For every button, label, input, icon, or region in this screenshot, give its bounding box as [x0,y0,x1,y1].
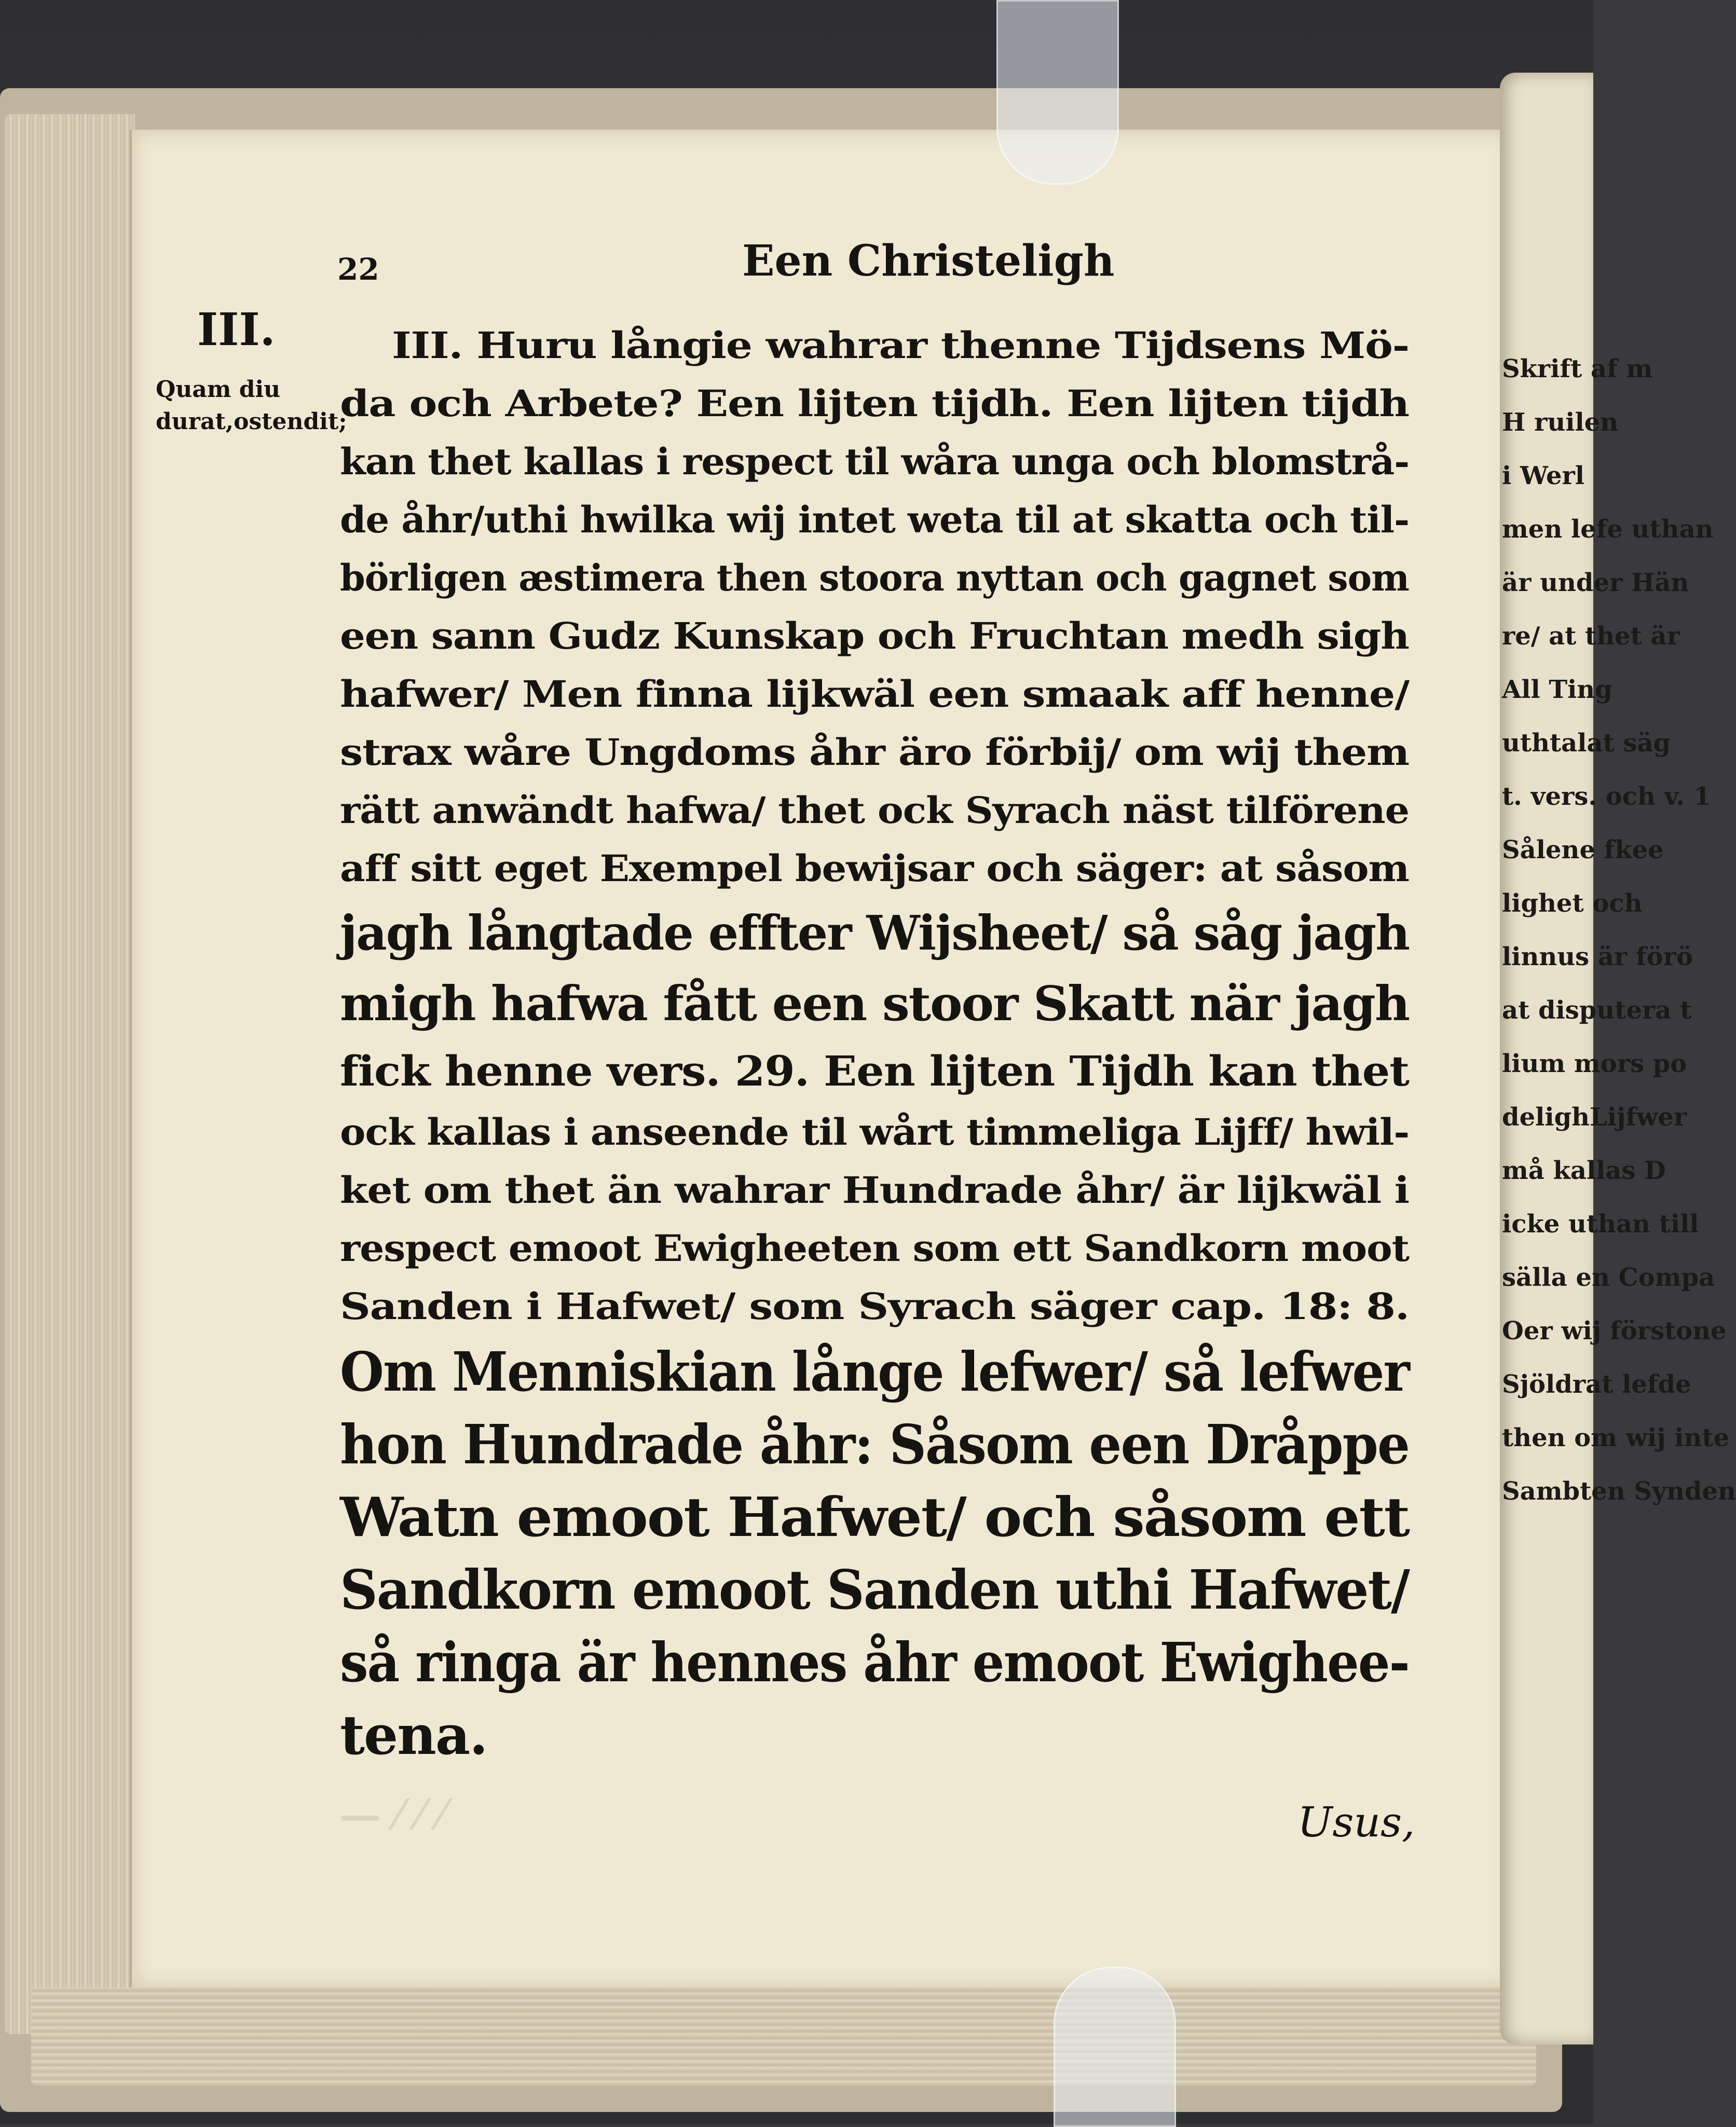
body-line: kan thet kallas i respect til wåra unga och blomstrå- [340,440,1409,483]
body-line: de åhr/uthi hwilka wij intet weta til at skatta och til- [340,498,1409,541]
body-line: fick henne vers. 29. Een lijten Tijdh kan thet [340,1047,1409,1095]
body-line: Sanden i Hafwet/ som Syrach säger cap. 18: 8. [340,1285,1409,1328]
body-line: börligen æstimera then stoora nyttan och gagnet som [340,556,1409,599]
body-line: rätt anwändt hafwa/ thet ock Syrach näst tilförene [340,789,1409,832]
body-line: aff sitt eget Exempel bewijsar och säger: at såsom [340,847,1409,890]
body-line: respect emoot Ewigheeten som ett Sandkorn moot [340,1227,1409,1270]
facing-page-line: Skrift af m [1502,354,1653,383]
catchword: Usus, [1297,1798,1415,1846]
body-line: III. Huru långie wahrar thenne Tijdsens Mö- [392,324,1409,367]
body-line: ock kallas i anseende til wårt timmeliga Lijff/ hwil- [340,1110,1409,1154]
body-line: da och Arbete? Een lijten tijdh. Een lijten tijdh [340,382,1409,425]
facing-page-line: t. vers. och v. 1 [1502,782,1711,811]
body-line: migh hafwa fått een stoor Skatt när jagh [340,976,1409,1032]
body-line: een sann Gudz Kunskap och Fruchtan medh sigh [340,614,1409,657]
body-text [340,317,1409,1772]
body-line: hafwer/ Men finna lijkwäl een smaak aff henne/ [340,673,1409,716]
body-line: Sandkorn emoot Sanden uthi Hafwet/ [340,1558,1409,1622]
facing-page-text [1500,342,1736,1518]
body-line: strax wåre Ungdoms åhr äro förbij/ om wij them [340,731,1409,774]
facing-page-line: linnus är förö [1502,942,1693,971]
body-line: Om Menniskian långe lefwer/ så lefwer [340,1340,1409,1404]
page-edges-bottom [31,1987,1536,2086]
body-line: tena. [340,1703,487,1767]
facing-page-line: H ruilen [1502,408,1619,437]
facing-page-line: sälla en Compa [1502,1263,1715,1292]
section-numeral: III. [197,304,276,356]
facing-page-line: Sambten Synden [1502,1477,1736,1506]
body-line: så ringa är hennes åhr emoot Ewighee- [340,1630,1409,1694]
body-line: jagh långtade effter Wijsheet/ så såg jagh [340,905,1409,961]
page-clip-top [996,0,1119,185]
facing-page-line: Sålene fkee [1502,835,1664,864]
facing-page-line: re/ at thet är [1502,622,1680,651]
page-edges-left [5,114,135,2034]
facing-page-line: uthtalat säg [1502,729,1671,758]
facing-page-line: icke uthan till [1502,1210,1699,1239]
facing-page [1500,73,1736,2044]
marginal-note: Quam diu durat,ostendit; [156,376,347,435]
facing-page-line: lium mors po [1502,1049,1687,1078]
facing-page-line: men lefe uthan [1502,515,1714,544]
body-line: ket om thet än wahrar Hundrade åhr/ är lijkwäl i [340,1169,1409,1212]
facing-page-line: Oer wij förstone [1502,1316,1727,1346]
facing-page-line: är under Hän [1502,568,1689,597]
page-number: 22 [337,252,379,287]
page-clip-bottom [1054,1967,1176,2127]
bleed-through: — ⁄ ⁄ ⁄ [339,1790,445,1839]
facing-page-line: må kallas D [1502,1156,1666,1185]
facing-page-line: i Werl [1502,461,1584,490]
facing-page-line: then om wij inte [1502,1423,1730,1452]
running-title: Een Christeligh [742,236,1115,286]
facing-page-line: Sjöldrat lefde [1502,1370,1691,1399]
facing-page-line: at disputera t [1502,996,1692,1025]
body-line: Watn emoot Hafwet/ och såsom ett [340,1485,1409,1549]
facing-page-line: delighLijfwer [1502,1103,1687,1132]
facing-page-line: All Ting [1502,675,1612,704]
body-line: hon Hundrade åhr: Såsom een Dråppe [340,1412,1409,1476]
facing-page-line: lighet och [1502,889,1643,918]
